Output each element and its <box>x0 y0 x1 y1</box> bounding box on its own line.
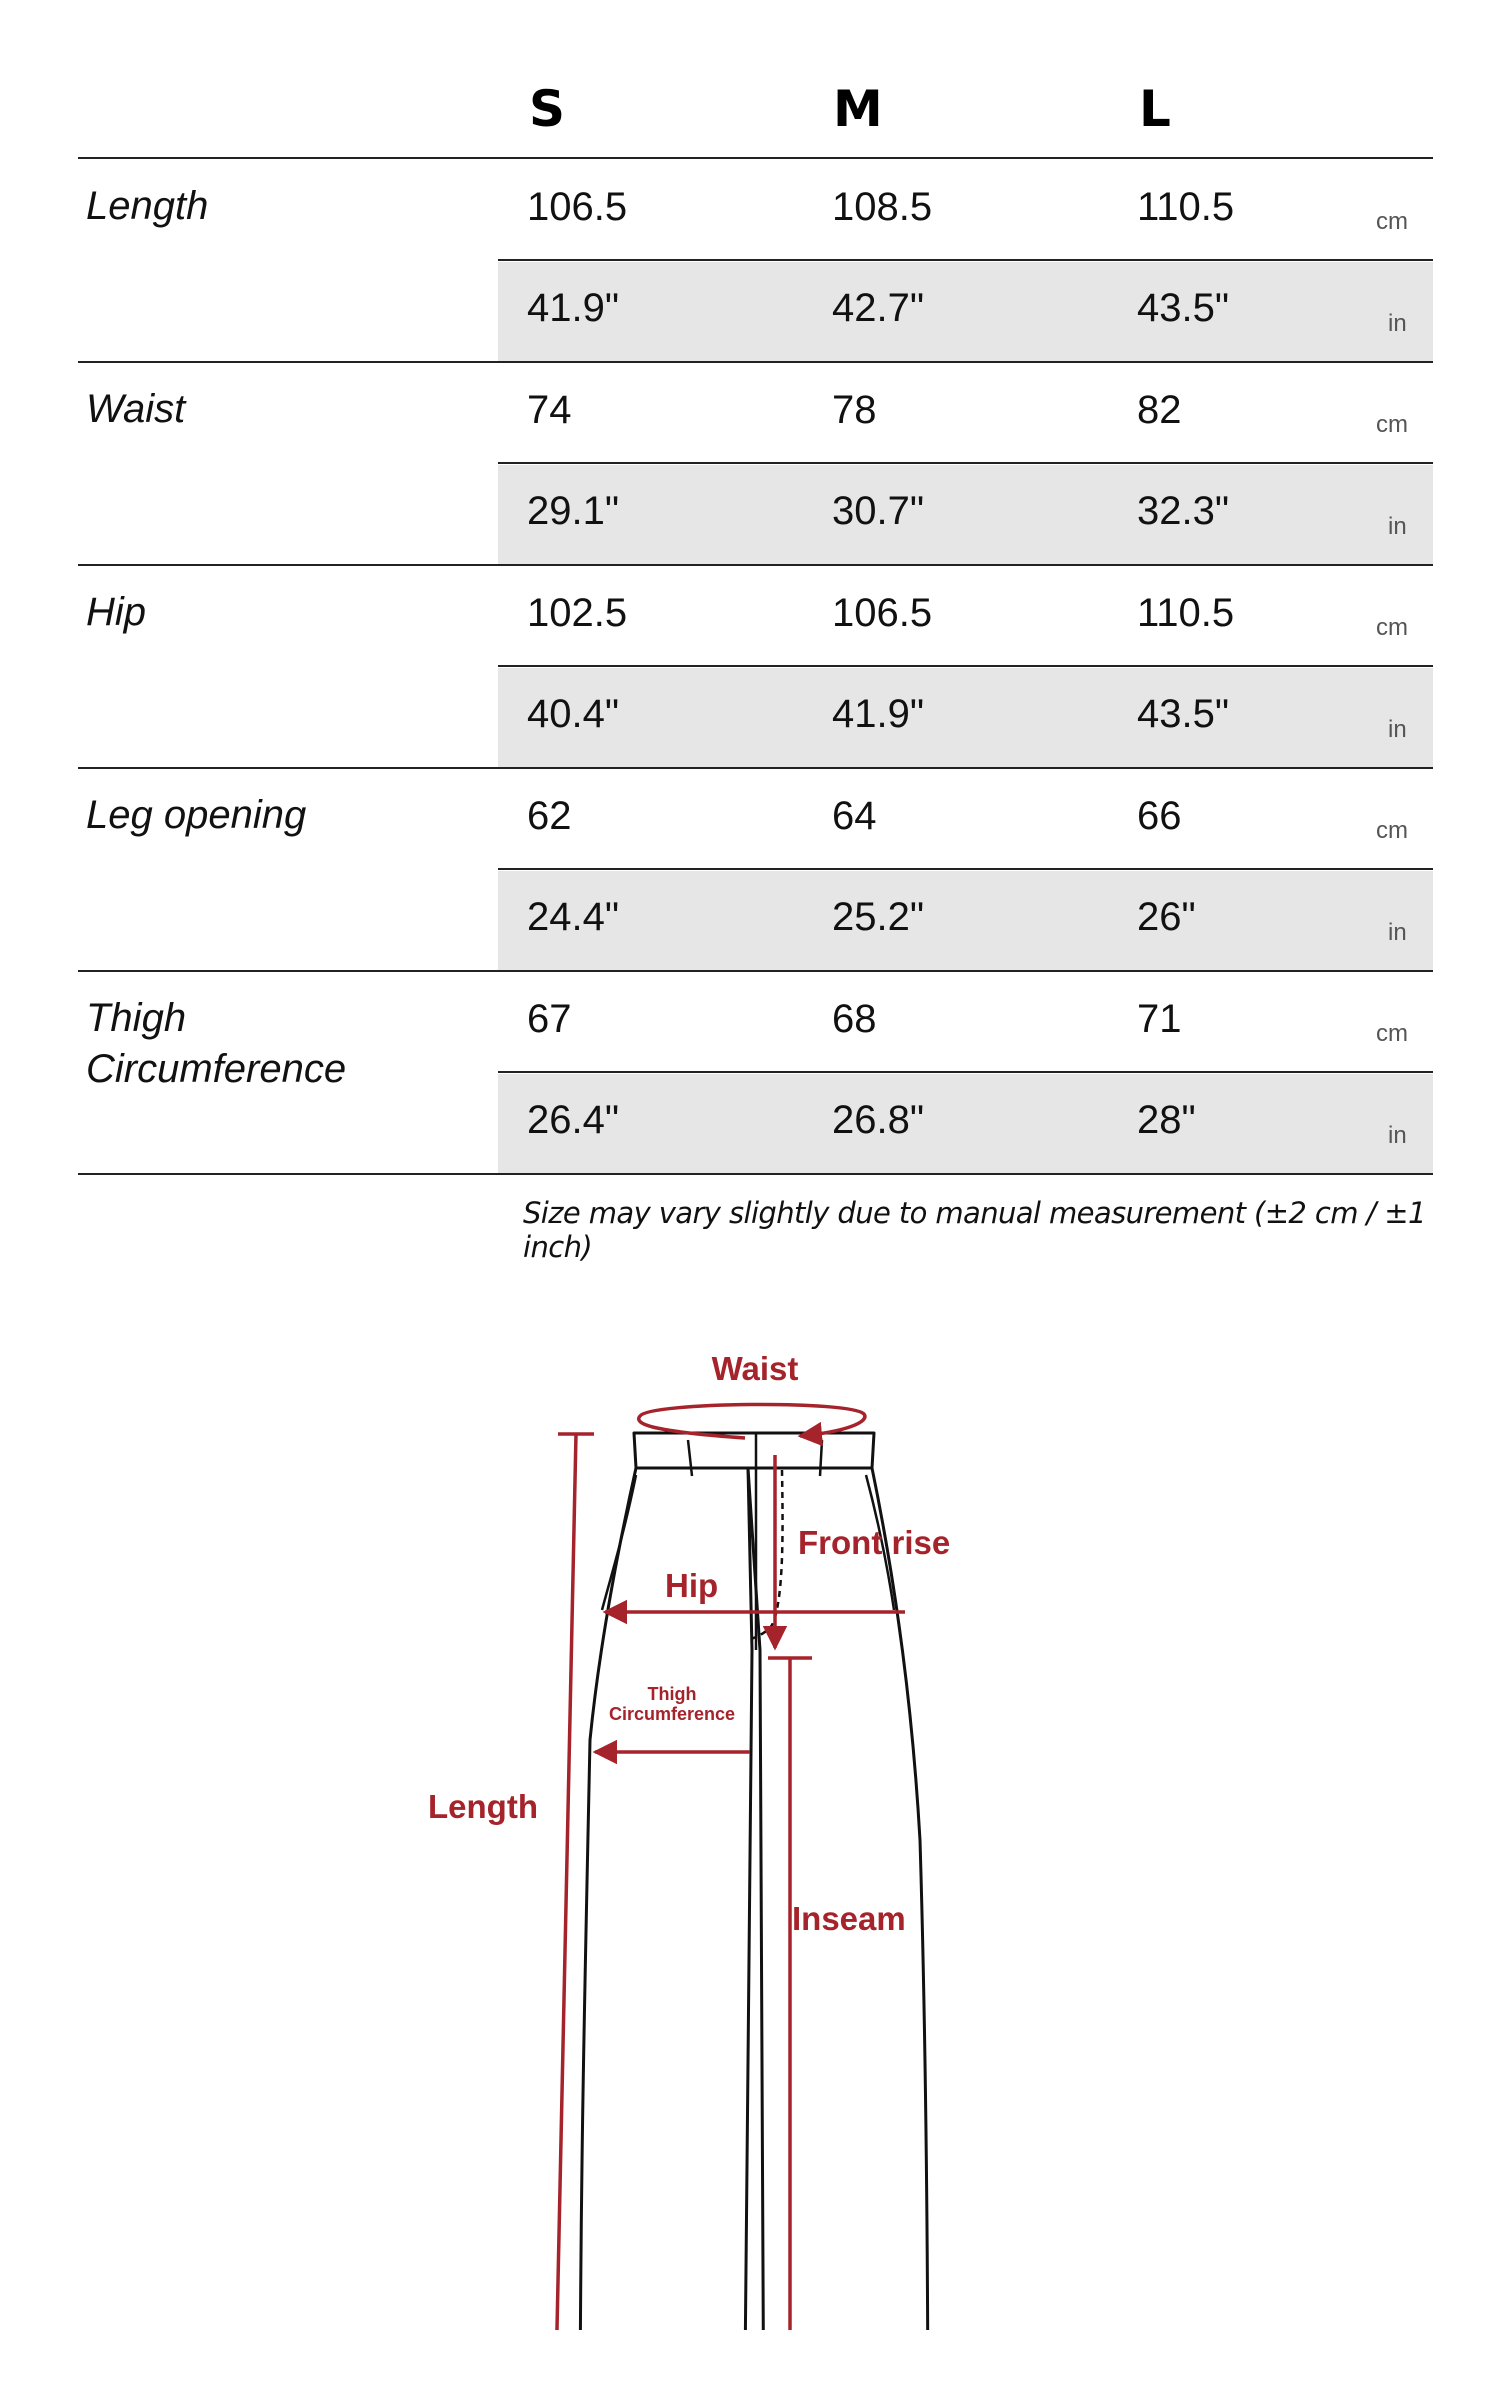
divider <box>498 665 1433 667</box>
divider <box>78 157 1433 159</box>
cell-value: 110.5 <box>1137 591 1235 635</box>
cell-value: 28" <box>1137 1098 1196 1142</box>
divider <box>78 970 1433 972</box>
unit-in: in <box>1388 513 1407 540</box>
cell-value: 32.3" <box>1137 489 1230 533</box>
row-label-waist: Waist <box>86 387 186 431</box>
cell-value: 68 <box>832 997 877 1041</box>
cell-value: 26.4" <box>527 1098 620 1142</box>
divider <box>498 259 1433 261</box>
cell-value: 41.9" <box>832 692 925 736</box>
unit-cm: cm <box>1376 411 1408 438</box>
unit-in: in <box>1388 1122 1407 1149</box>
cell-value: 26" <box>1137 895 1196 939</box>
thigh-label-line2: Circumference <box>608 1704 736 1724</box>
unit-cm: cm <box>1376 1020 1408 1047</box>
unit-cm: cm <box>1376 614 1408 641</box>
cell-value: 71 <box>1137 997 1182 1041</box>
cell-value: 29.1" <box>527 489 620 533</box>
thigh-label-line1: Thigh <box>647 1684 697 1704</box>
size-header-s: S <box>529 80 566 138</box>
divider <box>498 462 1433 464</box>
divider <box>78 1173 1433 1175</box>
cell-value: 62 <box>527 794 572 838</box>
inch-row-bg <box>498 668 1433 768</box>
inch-row-bg <box>498 465 1433 565</box>
waist-label: Waist <box>711 1350 799 1387</box>
length-arrow <box>554 1434 576 2330</box>
cell-value: 110.5 <box>1137 185 1235 229</box>
cell-value: 82 <box>1137 388 1182 432</box>
unit-cm: cm <box>1376 817 1408 844</box>
cell-value: 106.5 <box>527 185 628 229</box>
unit-in: in <box>1388 919 1407 946</box>
cell-value: 74 <box>527 388 572 432</box>
measurement-note: Size may vary slightly due to manual measurement (±2 cm / ±1 inch) <box>523 1196 1426 1264</box>
cell-value: 30.7" <box>832 489 925 533</box>
row-label-leg-opening: Leg opening <box>86 793 307 837</box>
cell-value: 43.5" <box>1137 692 1230 736</box>
cell-value: 102.5 <box>527 591 628 635</box>
cell-value: 42.7" <box>832 286 925 330</box>
cell-value: 67 <box>527 997 572 1041</box>
cell-value: 25.2" <box>832 895 925 939</box>
divider <box>78 564 1433 566</box>
size-header-m: M <box>833 80 883 138</box>
cell-value: 106.5 <box>832 591 933 635</box>
row-label-thigh-circumference: Thigh Circumference <box>86 996 347 1091</box>
inch-row-bg <box>498 871 1433 971</box>
cell-value: 24.4" <box>527 895 620 939</box>
unit-in: in <box>1388 716 1407 743</box>
length-label: Length <box>428 1788 538 1825</box>
cell-value: 64 <box>832 794 877 838</box>
cell-value: 26.8" <box>832 1098 925 1142</box>
pants-measurement-diagram <box>0 1280 1500 2330</box>
row-label-hip: Hip <box>86 590 147 634</box>
size-header-l: L <box>1139 80 1171 138</box>
front-rise-label: Front rise <box>798 1524 951 1561</box>
pants-outline <box>580 1433 928 2330</box>
row-label-length: Length <box>86 184 209 228</box>
cell-value: 40.4" <box>527 692 620 736</box>
cell-value: 66 <box>1137 794 1182 838</box>
inch-row-bg <box>498 1074 1433 1174</box>
divider <box>498 868 1433 870</box>
inch-row-bg <box>498 262 1433 362</box>
inseam-label: Inseam <box>792 1900 906 1937</box>
divider <box>78 767 1433 769</box>
unit-in: in <box>1388 310 1407 337</box>
unit-cm: cm <box>1376 208 1408 235</box>
hip-label: Hip <box>665 1567 719 1604</box>
divider <box>78 361 1433 363</box>
cell-value: 41.9" <box>527 286 620 330</box>
cell-value: 108.5 <box>832 185 933 229</box>
cell-value: 43.5" <box>1137 286 1230 330</box>
divider <box>498 1071 1433 1073</box>
cell-value: 78 <box>832 388 877 432</box>
